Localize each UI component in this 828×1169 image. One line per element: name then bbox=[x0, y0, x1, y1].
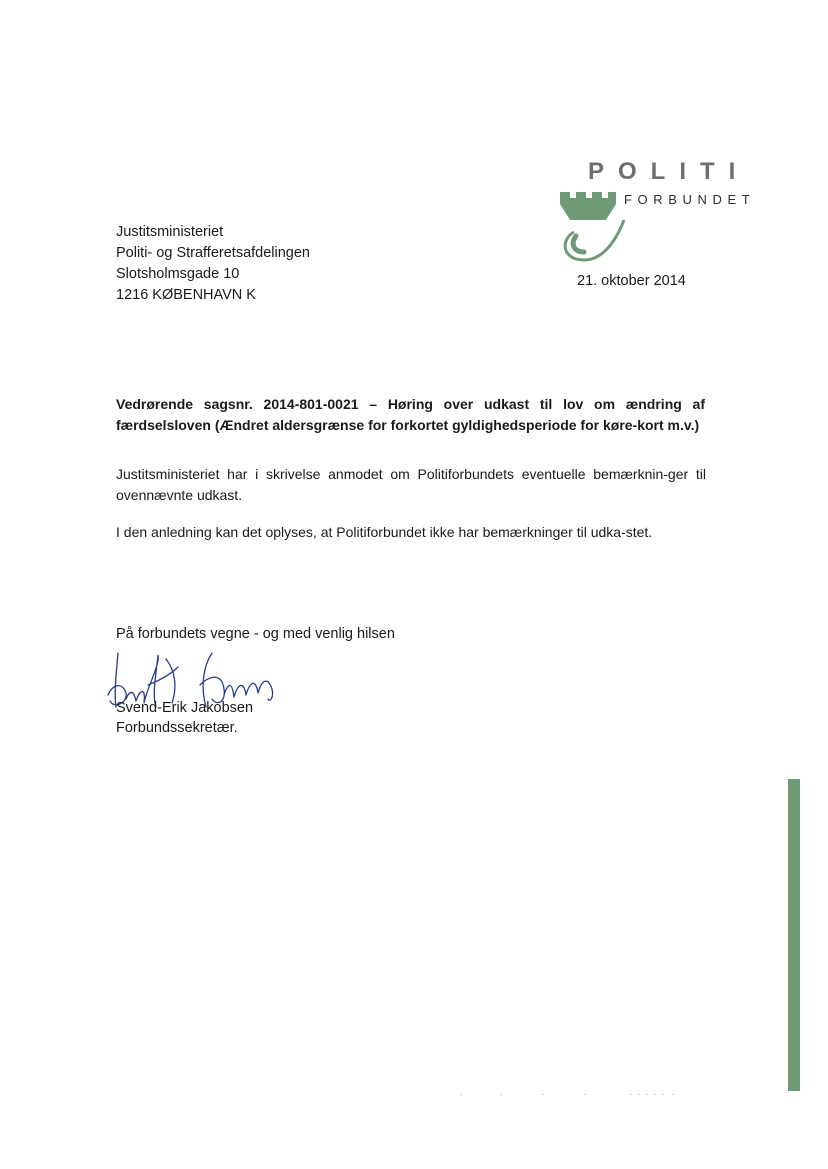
signer-name: Svend-Erik Jakobsen bbox=[116, 700, 254, 716]
recipient-line: Slotsholmsgade 10 bbox=[116, 266, 240, 282]
subject-heading: Vedrørende sagsnr. 2014-801-0021 – Høring over udkast til lov om ændring af færdselsloven (Ændret aldersgrænse for forkortet gyldighedsperiode for køre-kort m.v.) bbox=[116, 396, 705, 433]
recipient-line: 1216 KØBENHAVN K bbox=[116, 287, 256, 303]
green-margin-bar bbox=[788, 779, 800, 1091]
body-paragraph: Justitsministeriet har i skrivelse anmodet om Politiforbundets eventuelle bemærknin-ger til ovennævnte udkast. bbox=[116, 466, 706, 503]
letter-date: 21. oktober 2014 bbox=[577, 273, 686, 289]
scan-artifact bbox=[460, 1093, 690, 1097]
tower-crenellation bbox=[560, 192, 616, 220]
logo-politi-text: POLITI bbox=[588, 158, 750, 185]
recipient-line: Politi- og Strafferetsafdelingen bbox=[116, 245, 310, 261]
tower-eye-icon bbox=[556, 190, 628, 268]
logo-forbundet-text: FORBUNDET bbox=[624, 192, 756, 207]
recipient-address bbox=[116, 222, 310, 306]
recipient-line: Justitsministeriet bbox=[116, 224, 224, 240]
eye-pupil bbox=[573, 236, 584, 252]
politiforbundet-logo bbox=[556, 158, 776, 268]
signer-title: Forbundssekretær. bbox=[116, 720, 238, 736]
body-paragraph: I den anledning kan det oplyses, at Politiforbundet ikke har bemærkninger til udka-stet. bbox=[116, 524, 653, 540]
closing-salutation: På forbundets vegne - og med venlig hilsen bbox=[116, 626, 395, 642]
